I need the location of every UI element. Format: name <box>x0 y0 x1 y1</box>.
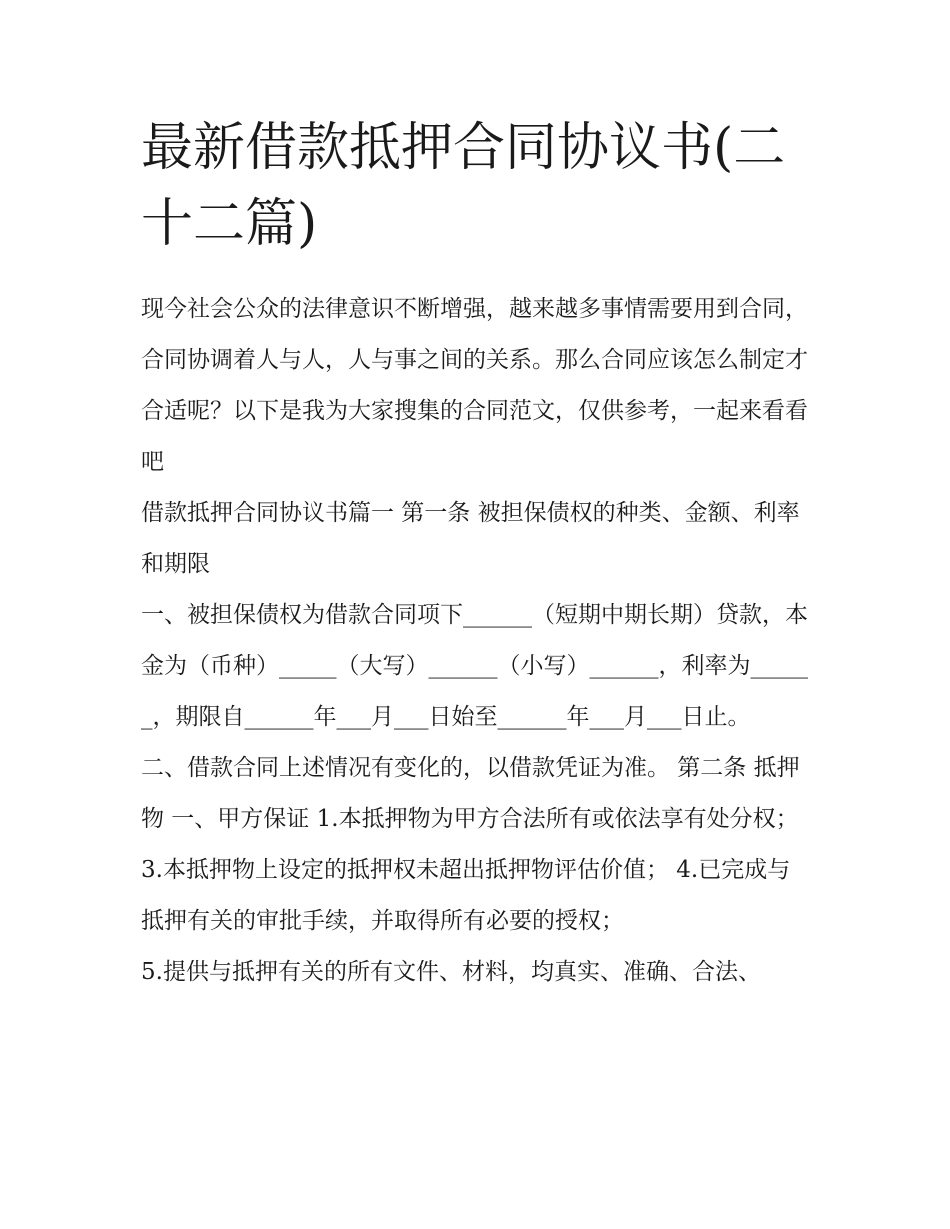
paragraph-article-one-heading: 借款抵押合同协议书篇一 第一条 被担保债权的种类、金额、利率和期限 <box>141 500 800 577</box>
paragraph-article-two: 二、借款合同上述情况有变化的，以借款凭证为准。 第二条 抵押物 一、甲方保证 1.本抵押物为甲方合法所有或依法享有处分权； <box>141 755 800 832</box>
paragraph-loan-terms: 一、被担保债权为借款合同项下______（短期中期长期）贷款，本金为（币种）_____（大写）______（小写）______，利率为______，期限自______年___月___日始至______年___月___日止。 <box>141 602 808 730</box>
paragraph-items-three-four: 3.本抵押物上设定的抵押权未超出抵押物评估价值； 4.已完成与抵押有关的审批手续，并取得所有必要的授权； <box>141 857 791 934</box>
paragraph-item-five: 5.提供与抵押有关的所有文件、材料，均真实、准确、合法、 <box>141 959 761 985</box>
document-title: 最新借款抵押合同协议书(二十二篇) <box>141 118 786 254</box>
paragraph-intro: 现今社会公众的法律意识不断增强，越来越多事情需要用到合同，合同协调着人与人，人与事之间的关系。那么合同应该怎么制定才合适呢？以下是我为大家搜集的合同范文，仅供参考，一起来看看吧 <box>141 296 808 475</box>
document-body <box>141 110 813 998</box>
